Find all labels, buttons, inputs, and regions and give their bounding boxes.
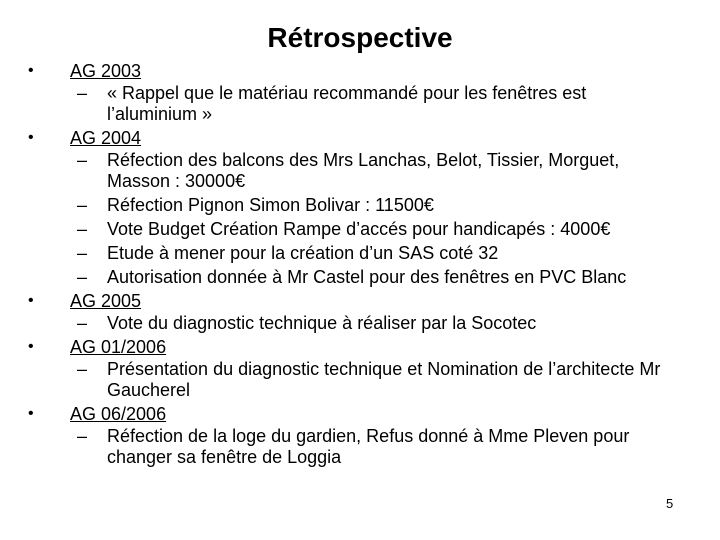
dash-icon: – [77, 426, 88, 446]
sub-item [77, 150, 667, 192]
item-label: AG 2005 [70, 291, 142, 311]
sub-item-text: Réfection des balcons des Mrs Lanchas, Belot, Tissier, Morguet, Masson : 30000€ [107, 150, 620, 191]
bullet-item-ag-06-2006 [28, 402, 720, 426]
bullet-icon: • [28, 62, 34, 79]
sub-item [77, 83, 667, 125]
bullet-icon: • [28, 129, 34, 146]
dash-icon: – [77, 243, 88, 263]
dash-icon: – [77, 267, 88, 287]
sub-item [77, 243, 667, 264]
bullet-item-ag-2004 [28, 126, 720, 150]
dash-icon: – [77, 313, 88, 333]
item-label: AG 2004 [70, 128, 142, 148]
slide-title-text: Rétrospective [267, 22, 453, 53]
bullet-item-ag-01-2006 [28, 335, 720, 359]
item-label: AG 06/2006 [70, 404, 167, 424]
item-label: AG 2003 [70, 61, 142, 81]
sub-item-text: Présentation du diagnostic technique et Nomination de l’architecte Mr Gaucherel [107, 359, 661, 400]
sub-item-text: Réfection de la loge du gardien, Refus donné à Mme Pleven pour changer sa fenêtre de Loggia [107, 426, 630, 467]
sub-item-text: Vote Budget Création Rampe d’accés pour handicapés : 4000€ [107, 219, 611, 239]
sub-item-text: Réfection Pignon Simon Bolivar : 11500€ [107, 195, 434, 215]
dash-icon: – [77, 359, 88, 379]
dash-icon: – [77, 219, 88, 239]
sub-item [77, 359, 667, 401]
slide-body [0, 59, 720, 468]
sub-item [77, 267, 667, 288]
item-label: AG 01/2006 [70, 337, 167, 357]
sub-item-text: Etude à mener pour la création d’un SAS coté 32 [107, 243, 499, 263]
bullet-icon: • [28, 405, 34, 422]
sub-item [77, 426, 667, 468]
dash-icon: – [77, 83, 88, 103]
bullet-item-ag-2003 [28, 59, 720, 83]
sub-item [77, 313, 667, 334]
page-number: 5 [666, 496, 674, 511]
dash-icon: – [77, 195, 88, 215]
bullet-item-ag-2005 [28, 289, 720, 313]
sub-item-text: Vote du diagnostic technique à réaliser par la Socotec [107, 313, 537, 333]
sub-item [77, 219, 667, 240]
dash-icon: – [77, 150, 88, 170]
sub-item-text: Autorisation donnée à Mr Castel pour des fenêtres en PVC Blanc [107, 267, 627, 287]
sub-item-text: « Rappel que le matériau recommandé pour les fenêtres est l’aluminium » [107, 83, 587, 124]
bullet-icon: • [28, 338, 34, 355]
bullet-icon: • [28, 292, 34, 309]
sub-item [77, 195, 667, 216]
slide-title [0, 22, 720, 54]
